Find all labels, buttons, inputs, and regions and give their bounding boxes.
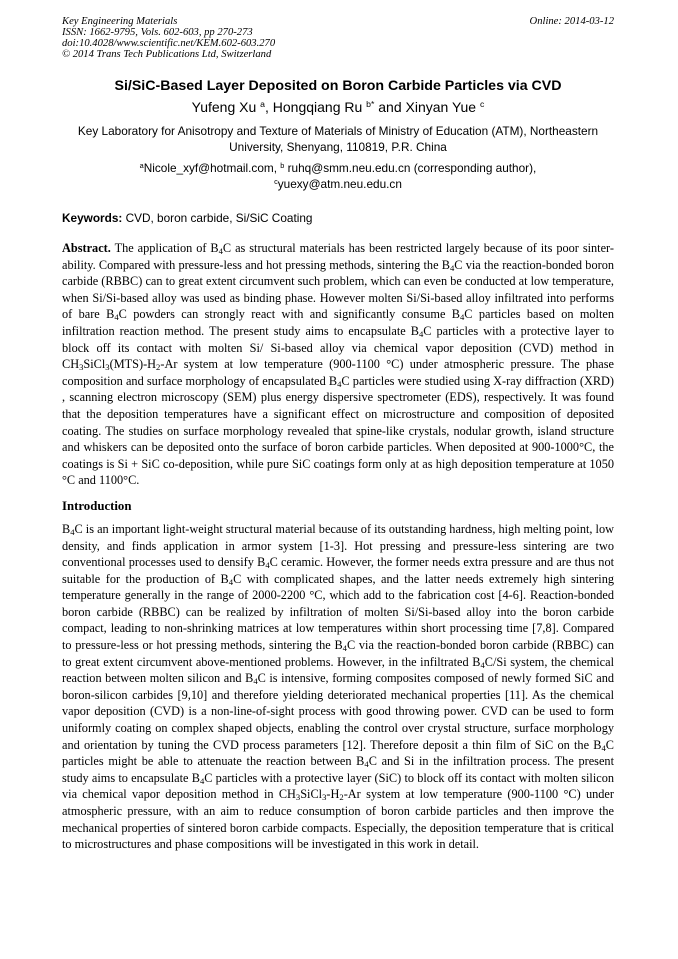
subscript: 4 <box>253 676 258 687</box>
intro-text: SiCl <box>300 787 323 802</box>
author-name: Xinyan Yue <box>405 99 477 115</box>
subscript: 4 <box>114 312 119 323</box>
intro-text: C particles might be able to attenuate the reaction between B <box>62 737 614 769</box>
subscript: 4 <box>449 262 455 273</box>
author-mark: b* <box>366 99 375 110</box>
intro-text: C particles with a protective layer (SiC) to block off its contact with molten silicon via chemical vapor deposition method in CH <box>62 770 615 802</box>
abstract-text: C powders can strongly react with and significantly consume B <box>118 307 460 322</box>
intro-text: C is an important light-weight structural material because of its outstanding hardness, high melting point, low density, and finds application in armor system [1-3]. Hot pressing and pressure-less sintering are two conventional processes used to densify B <box>62 521 614 570</box>
subscript: 4 <box>459 312 465 323</box>
author-mark: c <box>480 99 485 110</box>
abstract-text: The application of B <box>110 241 219 255</box>
subscript: 2 <box>156 362 161 373</box>
subscript: 3 <box>322 792 327 803</box>
email-mark: b <box>280 160 285 170</box>
abstract-text: C via the reaction-bonded boron carbide (RBBC) can to great extent circumvent such problem, which can even be conducted at low temperature, when Si/Si-based alloy was used as binding phase. However molten Si/Si-based alloy infiltrated into performs of bare B <box>62 257 614 322</box>
subscript: 3 <box>105 362 110 373</box>
abstract-text: C particles with a protective layer to block off its contact with molten Si/ Si-based alloy via chemical vapor deposition (CVD) method in CH <box>62 323 614 372</box>
intro-text: -Ar system at low temperature (900-1100 °C) under atmospheric pressure, with an aim to reduce consumption of boron carbide particles and then improve the mechanical properties of sintered boron carbide compacts. Especially, the deposition temperature that is critical to microstructures and phase compositions will be investigated in this work in detail. <box>62 787 614 852</box>
subscript: 3 <box>295 792 301 803</box>
abstract-text: SiCl <box>83 357 106 372</box>
abstract-label: Abstract. <box>62 241 111 255</box>
author-separator: , <box>264 99 273 115</box>
subscript: 4 <box>228 576 234 587</box>
affiliation: Key Laboratory for Anisotropy and Texture of Materials of Ministry of Education (ATM), Northeastern University, Shenyang, 110819, P.R. China <box>77 124 599 154</box>
author-name: Yufeng Xu <box>191 99 257 115</box>
intro-text: C and Si in the infiltration process. The present study aims to encapsulate B <box>62 754 614 785</box>
subscript: 4 <box>342 643 347 654</box>
copyright-line: © 2014 Trans Tech Publications Ltd, Switzerland <box>62 49 272 60</box>
subscript: 4 <box>218 246 223 257</box>
journal-name: Key Engineering Materials <box>62 16 178 27</box>
subscript: 4 <box>480 659 485 670</box>
keywords-text: CVD, boron carbide, Si/SiC Coating <box>122 211 313 225</box>
subscript: 4 <box>265 560 270 571</box>
abstract-text: C particles based on molten infiltration reaction method. The present study aims to encapsulate B <box>62 307 615 338</box>
email-block <box>62 161 614 192</box>
intro-text: C via the reaction-bonded boron carbide (RBBC) can to great extent circumvent above-mentioned problems. However, in the infiltrated B <box>62 638 614 669</box>
subscript: 3 <box>79 362 84 373</box>
author-mark: a <box>260 99 265 110</box>
subscript: 4 <box>70 527 75 538</box>
subscript: 2 <box>339 792 344 803</box>
email-a[interactable]: Nicole_xyf@hotmail.com, <box>143 161 281 175</box>
paper-page <box>62 16 614 853</box>
subscript: 4 <box>418 329 424 340</box>
email-mark: c <box>274 176 278 186</box>
abstract-text: C as structural materials has been restricted largely because of its poor sinter-ability. Compared with pressure-less and hot pressing methods, sintering the B <box>62 241 614 272</box>
intro-text: B <box>62 521 71 536</box>
email-c[interactable]: yuexy@atm.neu.edu.cn <box>277 176 402 191</box>
subscript: 4 <box>364 759 369 770</box>
journal-header <box>62 16 614 60</box>
subscript: 4 <box>337 378 342 389</box>
email-mark: a <box>139 160 144 170</box>
keywords-label: Keywords: <box>62 211 123 225</box>
intro-text: C is intensive, forming composites composed of newly formed SiC and boron-silicon carbides [9,10] and therefore yielding deteriorated mechanical properties [11]. As the chemical vapor deposition (CVD) is a non-line-of-sight process with good throwing power. CVD can be used to form uniformly coating on complex shaped objects, enabling the control over crystal structure, surface morphology and orientation by tuning the CVD process parameters [12]. Therefore deposit a thin film of SiC on the B <box>62 671 614 752</box>
email-b[interactable]: ruhq@smm.neu.edu.cn (corresponding author), <box>284 161 537 175</box>
abstract-text: C particles were studied using X-ray diffraction (XRD) , scanning electron microscopy (SEM) plus energy dispersive spectrometer (EDS), respectively. It was found that the deposition temperatures have a significant effect on microstructure and composition of deposited coating. The studies on surface morphology revealed that spine-like crystals, nodular growth, island structure and whiskers can be deposited onto the surface of boron carbide particles. When deposited at 900-1000°C, the coatings is Si + SiC co-deposition, while pure SiC coatings form only at as high deposition temperature at 1050 °C and 1100°C. <box>62 373 614 488</box>
doi-line: doi:10.4028/www.scientific.net/KEM.602-603.270 <box>62 38 276 49</box>
intro-text: C/Si system, the chemical reaction between molten silicon and B <box>62 654 614 686</box>
online-date: Online: 2014-03-12 <box>529 16 614 27</box>
issn-line: ISSN: 1662-9795, Vols. 602-603, pp 270-273 <box>62 27 253 38</box>
abstract-text: -Ar system at low temperature (900-1100 °C) under atmospheric pressure. The phase composition and surface morphology of encapsulated B <box>62 357 614 388</box>
section-heading-introduction: Introduction <box>62 498 132 513</box>
intro-text: -H <box>326 787 340 802</box>
subscript: 4 <box>199 775 205 786</box>
abstract <box>62 240 614 489</box>
paper-title: Si/SiC-Based Layer Deposited on Boron Carbide Particles via CVD <box>114 78 562 94</box>
author-list <box>62 98 614 116</box>
author-separator: and <box>374 99 406 115</box>
intro-text: C with complicated shapes, and the latter needs extremely high sintering temperature generally in the range of 2000-2200 °C, which add to the fabrication cost [4-6]. Reaction-bonded boron carbide (RBBC) can be realized by infiltration of molten Si/Si-based alloy into the boron carbide compact, leading to non-shrinking matrices at low temperatures within short processing time [7,8]. Compared to pressure-less or hot pressing methods, sintering the B <box>62 571 614 653</box>
subscript: 4 <box>601 742 606 753</box>
author-name: Hongqiang Ru <box>272 99 363 115</box>
keywords <box>62 210 614 226</box>
abstract-text: (MTS)-H <box>109 357 157 372</box>
intro-text: C ceramic. However, the former needs extra pressure and are thus not suitable for the production of B <box>62 555 615 586</box>
introduction-body <box>62 521 614 853</box>
